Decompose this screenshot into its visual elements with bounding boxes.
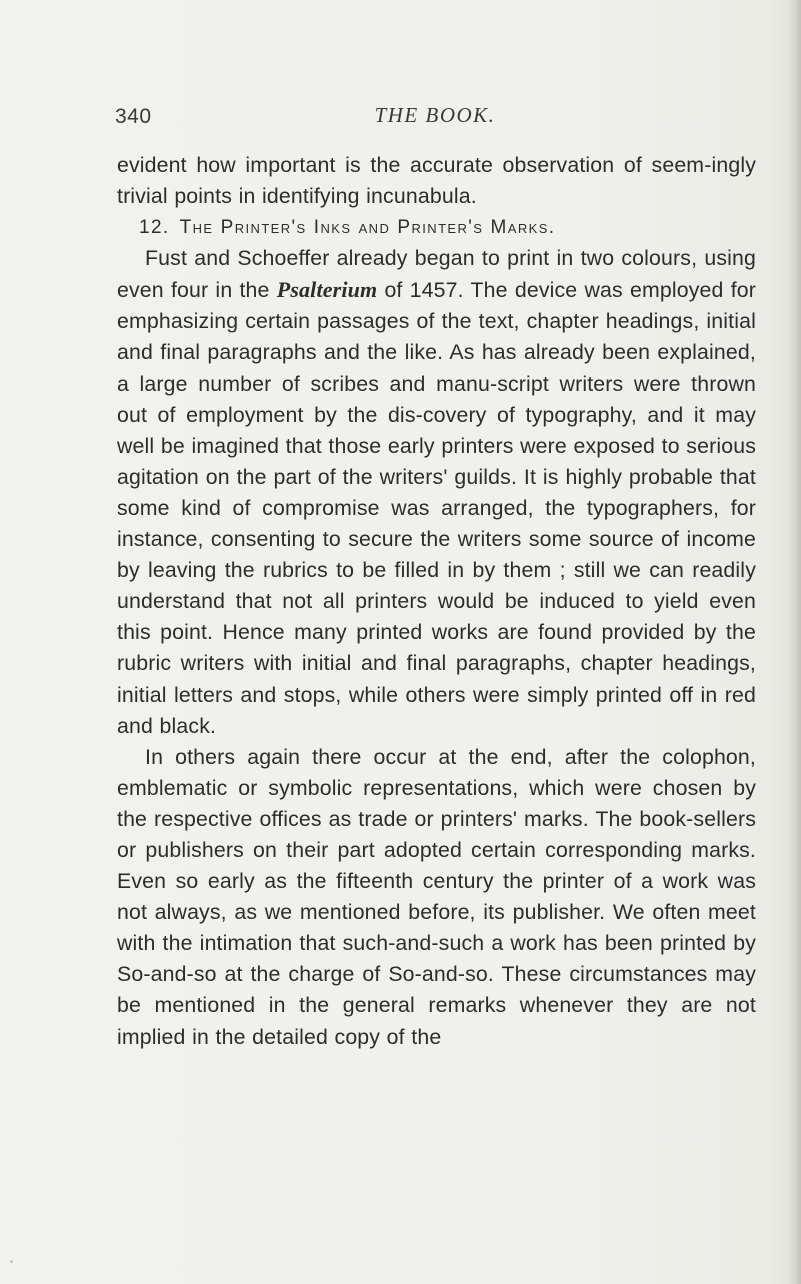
section-title: The Printer's Inks and Printer's Marks. — [179, 217, 556, 239]
running-head: THE BOOK. — [374, 103, 496, 127]
body-text — [117, 150, 756, 1053]
page-speck — [10, 1260, 13, 1263]
paragraph-fust-schoeffer — [117, 243, 756, 742]
page-edge-shadow — [787, 0, 801, 1284]
section-number: 12. — [139, 217, 170, 239]
psalterium-title: Psalterium — [276, 277, 378, 303]
intro-paragraph: evident how important is the accurate observation of seem-ingly trivial points in identifying incunabula. — [117, 153, 756, 209]
paragraph-printers-marks: In others again there occur at the end, after the colophon, emblematic or symbolic representations, which were chosen by the respective offices as trade or printers' marks. The book-sellers or publishers on their part adopted certain corresponding marks. Even so early as the fifteenth century the printer of a work was not always, as we mentioned before, its publisher. We often meet with the intimation that such-and-such a work has been printed by So-and-so at the charge of So-and-so. These circumstances may be mentioned in the general remarks whenever they are not implied in the detailed copy of the — [117, 744, 756, 1049]
section-heading — [117, 212, 756, 243]
paragraph-text-rest: of 1457. The device was employed for emphasizing certain passages of the text, chapter headings, initial and final paragraphs and the like. As has already been explained, a large number of scribes and manu-script writers were thrown out of employment by the dis-covery of typography, and it may well be imagined that those early printers were exposed to serious agitation on the part of the writers' guilds. It is highly probable that some kind of compromise was arranged, the typographers, for instance, consenting to secure the writers some source of income by leaving the rubrics to be filled in by them ; still we can readily understand that not all printers would be induced to yield even this point. Hence many printed works are found provided by the rubric writers with initial and final paragraphs, chapter headings, initial letters and stops, while others were simply printed off in red and black. — [117, 278, 756, 738]
page-header — [115, 103, 755, 135]
paragraph-text-start: Fust and Schoeffer already began to print in two colours, using even four in the — [117, 246, 756, 303]
page-number: 340 — [115, 105, 152, 128]
